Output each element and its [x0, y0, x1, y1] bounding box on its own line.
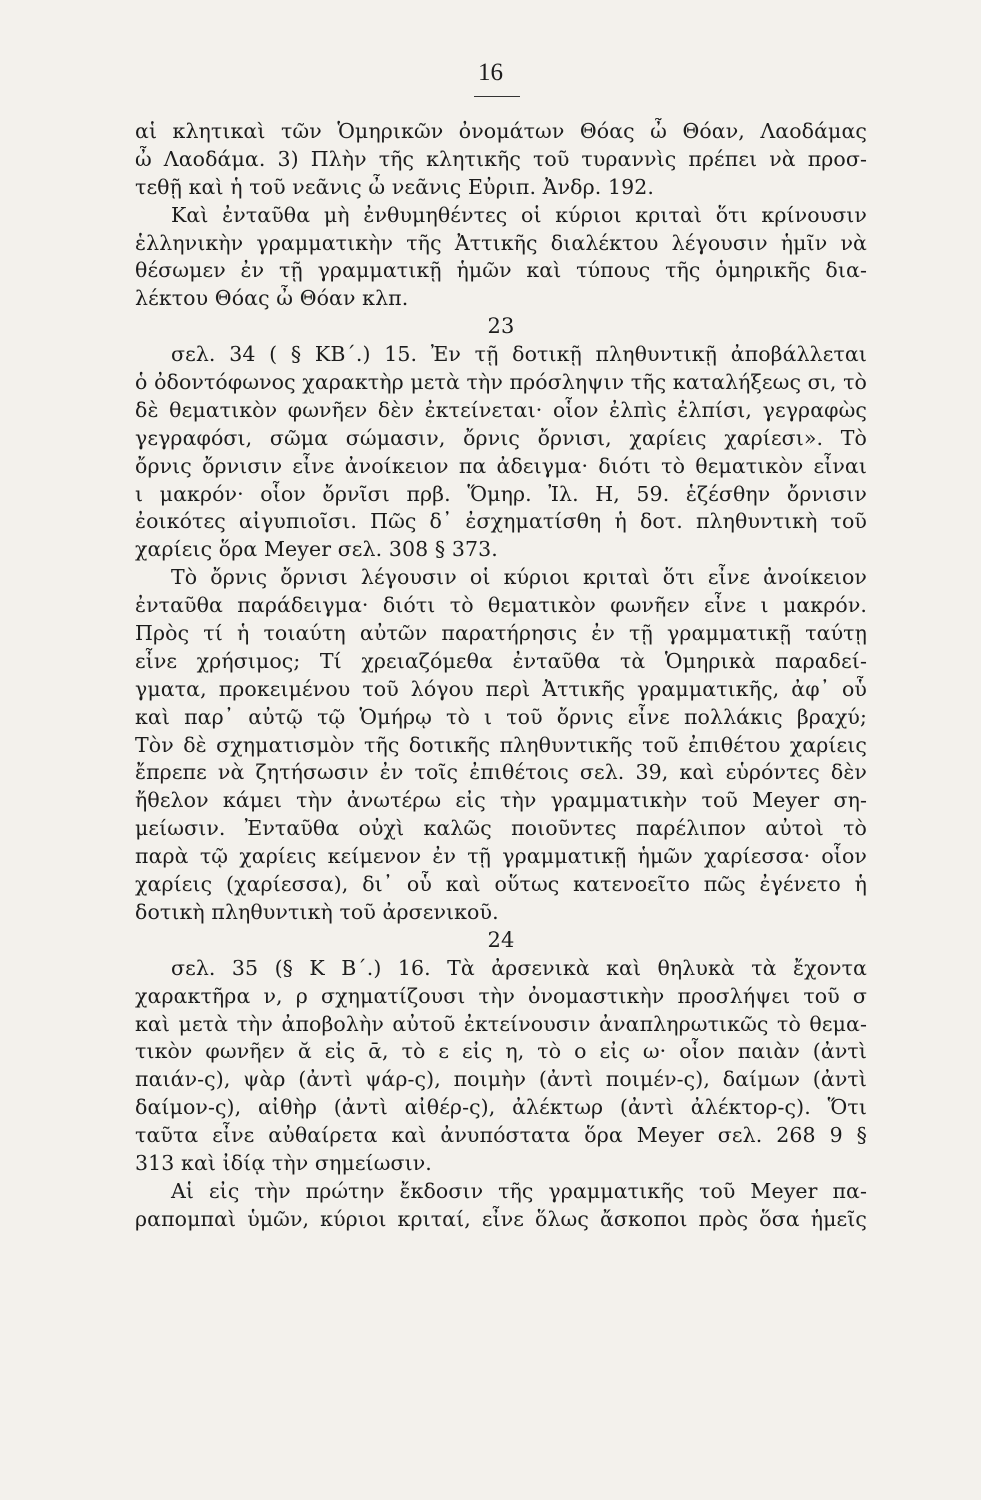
- text-line: δοτικὴ πληθυντικὴ τοῦ ἀρσενικοῦ.: [135, 899, 499, 924]
- text-line: εἶνε χρήσιμος; Τί χρειαζόμεθα ἐνταῦθα τὰ Ὁμηρικὰ παραδεί-: [135, 648, 867, 673]
- text-line: ἔπρεπε νὰ ζητήσωσιν ἐν τοῖς ἐπιθέτοις σελ. 39, καὶ εὑρόντες δὲν: [135, 760, 867, 785]
- text-line: 313 καὶ ἰδίᾳ τὴν σημείωσιν.: [135, 1150, 432, 1175]
- text-line: χαρίεις (χαρίεσσα), δι᾿ οὗ καὶ οὕτως κατενοεῖτο πῶς ἐγένετο ἡ: [135, 872, 867, 897]
- text-line: θέσωμεν ἐν τῇ γραμματικῇ ἡμῶν καὶ τύπους τῆς ὁμηρικῆς δια-: [135, 258, 867, 283]
- text-line: χαρακτῆρα ν, ρ σχηματίζουσι τὴν ὀνομαστικὴν προσλήψει τοῦ σ: [135, 983, 867, 1008]
- text-line: Τὸ ὄρνις ὄρνισι λέγουσιν οἱ κύριοι κριταὶ ὅτι εἶνε ἀνοίκειον: [171, 565, 867, 590]
- text-line: ἑλληνικὴν γραμματικὴν τῆς Ἀττικῆς διαλέκτου λέγουσιν ἡμῖν νὰ: [135, 230, 867, 255]
- header-rule: [474, 96, 520, 97]
- text-line: ταῦτα εἶνε αὐθαίρετα καὶ ἀνυπόστατα ὅρα Meyer σελ. 268 9 §: [135, 1123, 867, 1148]
- text-line: σελ. 34 ( § ΚΒ΄.) 15. Ἐν τῇ δοτικῇ πληθυντικῇ ἀποβάλλεται: [171, 342, 867, 367]
- text-line: ὦ Λαοδάμα. 3) Πλὴν τῆς κλητικῆς τοῦ τυραννὶς πρέπει νὰ προσ-: [135, 146, 867, 171]
- text-line: μείωσιν. Ἐνταῦθα οὐχὶ καλῶς ποιοῦντες παρέλιπον αὐτοὶ τὸ: [135, 816, 867, 841]
- text-line: γεγραφόσι, σῶμα σώμασιν, ὄρνις ὄρνισι, χαρίεις χαρίεσι». Τὸ: [135, 425, 867, 450]
- text-line: Τὸν δὲ σχηματισμὸν τῆς δοτικῆς πληθυντικῆς τοῦ ἐπιθέτου χαρίεις: [135, 732, 867, 757]
- text-line: ι μακρόν· οἷον ὄρνῖσι πρβ. Ὅμηρ. Ἰλ. Η, 59. ἑζέσθην ὄρνισιν: [135, 481, 867, 506]
- text-line: αἱ κλητικαὶ τῶν Ὁμηρικῶν ὀνομάτων Θόας ὦ Θόαν, Λαοδάμας: [135, 119, 867, 143]
- text-line: ἤθελον κάμει τὴν ἀνωτέρω εἰς τὴν γραμματικὴν τοῦ Meyer ση-: [135, 788, 867, 813]
- text-line: παιάν-ς), ψὰρ (ἀντὶ ψάρ-ς), ποιμὴν (ἀντὶ ποιμέν-ς), δαίμων (ἀντὶ: [135, 1067, 867, 1092]
- page-number: 16: [478, 59, 503, 86]
- text-line: δὲ θεματικὸν φωνῆεν δὲν ἐκτείνεται· οἷον ἐλπὶς ἐλπίσι, γεγραφὼς: [135, 397, 867, 422]
- text-line: ὄρνις ὄρνισιν εἶνε ἀνοίκειον πα ἀδειγμα· διότι τὸ θεματικὸν εἶναι: [135, 453, 867, 478]
- text-line: ραπομπαὶ ὑμῶν, κύριοι κριταί, εἶνε ὅλως ἄσκοποι πρὸς ὅσα ἡμεῖς: [135, 1206, 867, 1231]
- section-number: 23: [487, 314, 515, 339]
- text-line: σελ. 35 (§ Κ Β΄.) 16. Τὰ ἀρσενικὰ καὶ θηλυκὰ τὰ ἔχοντα: [171, 955, 867, 980]
- text-line: ἐοικότες αἰγυπιοῖσι. Πῶς δ᾿ ἐσχηματίσθη ἡ δοτ. πληθυντικὴ τοῦ: [135, 509, 867, 534]
- text-line: χαρίεις ὅρα Meyer σελ. 308 § 373.: [135, 537, 498, 562]
- text-line: Πρὸς τί ἡ τοιαύτη αὐτῶν παρατήρησις ἐν τῇ γραμματικῇ ταύτῃ: [135, 621, 867, 646]
- text-line: λέκτου Θόας ὦ Θόαν κλπ.: [135, 286, 409, 311]
- text-line: τεθῇ καὶ ἡ τοῦ νεᾶνις ὦ νεᾶνις Εὐριπ. Ἀνδρ. 192.: [135, 174, 655, 199]
- section-number: 24: [487, 927, 515, 952]
- text-line: καὶ παρ᾿ αὐτῷ τῷ Ὁμήρῳ τὸ ι τοῦ ὄρνις εἶνε πολλάκις βραχύ;: [135, 704, 867, 729]
- body-text: [135, 118, 867, 1234]
- text-line: παρὰ τῷ χαρίεις κείμενον ἐν τῇ γραμματικῇ ἡμῶν χαρίεσσα· οἷον: [135, 844, 867, 869]
- text-line: ἐνταῦθα παράδειγμα· διότι τὸ θεματικὸν φωνῆεν εἶνε ι μακρόν.: [135, 593, 867, 618]
- text-line: ὁ ὀδοντόφωνος χαρακτὴρ μετὰ τὴν πρόσληψιν τῆς καταλήξεως σι, τὸ: [135, 370, 867, 395]
- text-line: καὶ μετὰ τὴν ἀποβολὴν αὐτοῦ ἐκτείνουσιν ἀναπληρωτικῶς τὸ θεμα-: [135, 1011, 867, 1036]
- text-line: τικὸν φωνῆεν ᾰ εἰς ᾱ, τὸ ε εἰς η, τὸ ο εἰς ω· οἷον παιὰν (ἀντὶ: [135, 1039, 867, 1064]
- text-line: Αἱ εἰς τὴν πρώτην ἔκδοσιν τῆς γραμματικῆς τοῦ Meyer πα-: [171, 1178, 867, 1203]
- text-line: Καὶ ἐνταῦθα μὴ ἐνθυμηθέντες οἱ κύριοι κριταὶ ὅτι κρίνουσιν: [171, 202, 867, 227]
- text-line: δαίμον-ς), αἰθὴρ (ἀντὶ αἰθέρ-ς), ἀλέκτωρ (ἀντὶ ἀλέκτορ-ς). Ὅτι: [135, 1095, 867, 1120]
- text-line: γματα, προκειμένου τοῦ λόγου περὶ Ἀττικῆς γραμματικῆς, ἀφ᾿ οὗ: [135, 676, 867, 701]
